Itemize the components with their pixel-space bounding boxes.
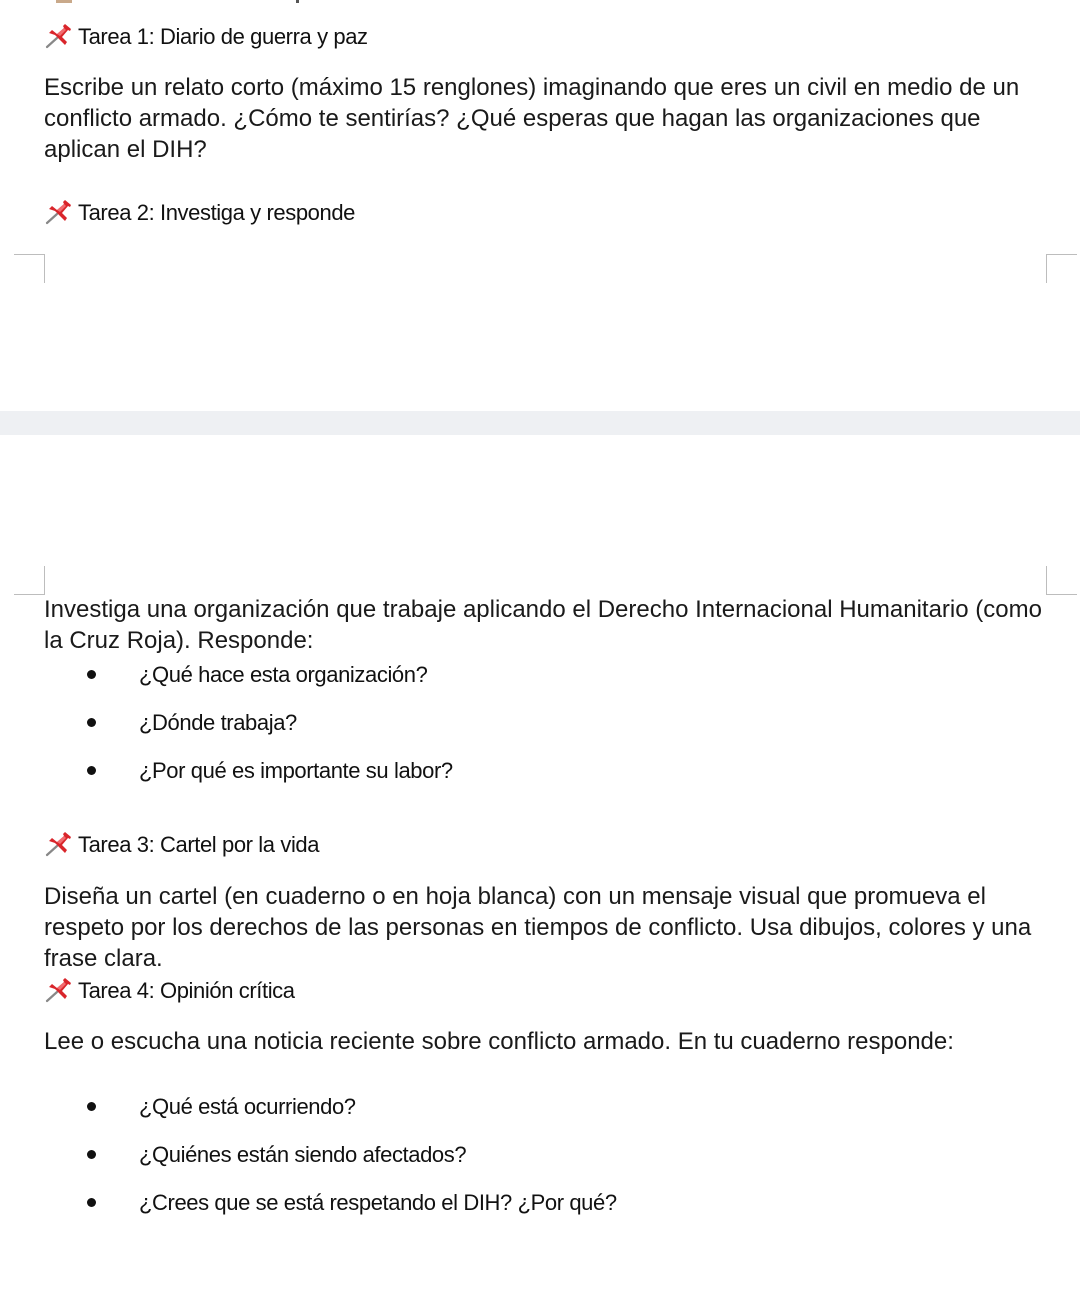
bullet-icon bbox=[87, 718, 96, 727]
top-cut-off-mark bbox=[56, 0, 72, 3]
task-1-body: Escribe un relato corto (máximo 15 renglones) imaginando que eres un civil en medio de un conflicto armado. ¿Cómo te sentirías? ¿Qué esperas que hagan las organizaciones que aplican el DIH? bbox=[44, 74, 1020, 163]
page-margin-corner-bottom-left bbox=[14, 566, 45, 595]
bullet-icon bbox=[87, 1198, 96, 1207]
task-2-body: Investiga una organización que trabaje aplicando el Derecho Internacional Humanitario (como la Cruz Roja). Responde: bbox=[44, 596, 1042, 654]
bullet-icon bbox=[87, 1102, 96, 1111]
list-item: ¿Quiénes están siendo afectados? bbox=[0, 1142, 1080, 1190]
top-cut-off-mark bbox=[296, 0, 299, 3]
list-item: ¿Dónde trabaja? bbox=[0, 710, 1080, 758]
page-margin-corner-top-right bbox=[1046, 254, 1077, 283]
list-item: ¿Qué hace esta organización? bbox=[0, 662, 1080, 710]
task-4-body: Lee o escucha una noticia reciente sobre conflicto armado. En tu cuaderno responde: bbox=[44, 1028, 954, 1055]
task-1-title: Tarea 1: Diario de guerra y paz bbox=[78, 24, 368, 49]
pushpin-icon bbox=[44, 978, 76, 1004]
bullet-icon bbox=[87, 670, 96, 679]
task-3-heading bbox=[44, 832, 319, 858]
task-4-heading bbox=[44, 978, 295, 1004]
task-2-question-list bbox=[0, 662, 1080, 806]
task-2-heading bbox=[44, 200, 355, 226]
page-margin-corner-top-left bbox=[14, 254, 45, 283]
pushpin-icon bbox=[44, 24, 76, 50]
task-1-heading bbox=[44, 24, 368, 50]
task-3-title: Tarea 3: Cartel por la vida bbox=[78, 832, 320, 857]
list-item: ¿Crees que se está respetando el DIH? ¿Por qué? bbox=[0, 1190, 1080, 1238]
bullet-icon bbox=[87, 1150, 96, 1159]
task-3-body: Diseña un cartel (en cuaderno o en hoja blanca) con un mensaje visual que promueva el respeto por los derechos de las personas en tiempos de conflicto. Usa dibujos, colores y una frase clara. bbox=[44, 883, 1032, 972]
task-2-title: Tarea 2: Investiga y responde bbox=[78, 200, 356, 225]
pushpin-icon bbox=[44, 200, 76, 226]
list-item: ¿Qué está ocurriendo? bbox=[0, 1094, 1080, 1142]
list-item: ¿Por qué es importante su labor? bbox=[0, 758, 1080, 806]
task-4-question-list bbox=[0, 1094, 1080, 1238]
bullet-icon bbox=[87, 766, 96, 775]
task-4-title: Tarea 4: Opinión crítica bbox=[78, 978, 295, 1003]
page-margin-corner-bottom-right bbox=[1046, 566, 1077, 595]
pushpin-icon bbox=[44, 832, 76, 858]
page-separator bbox=[0, 411, 1080, 435]
